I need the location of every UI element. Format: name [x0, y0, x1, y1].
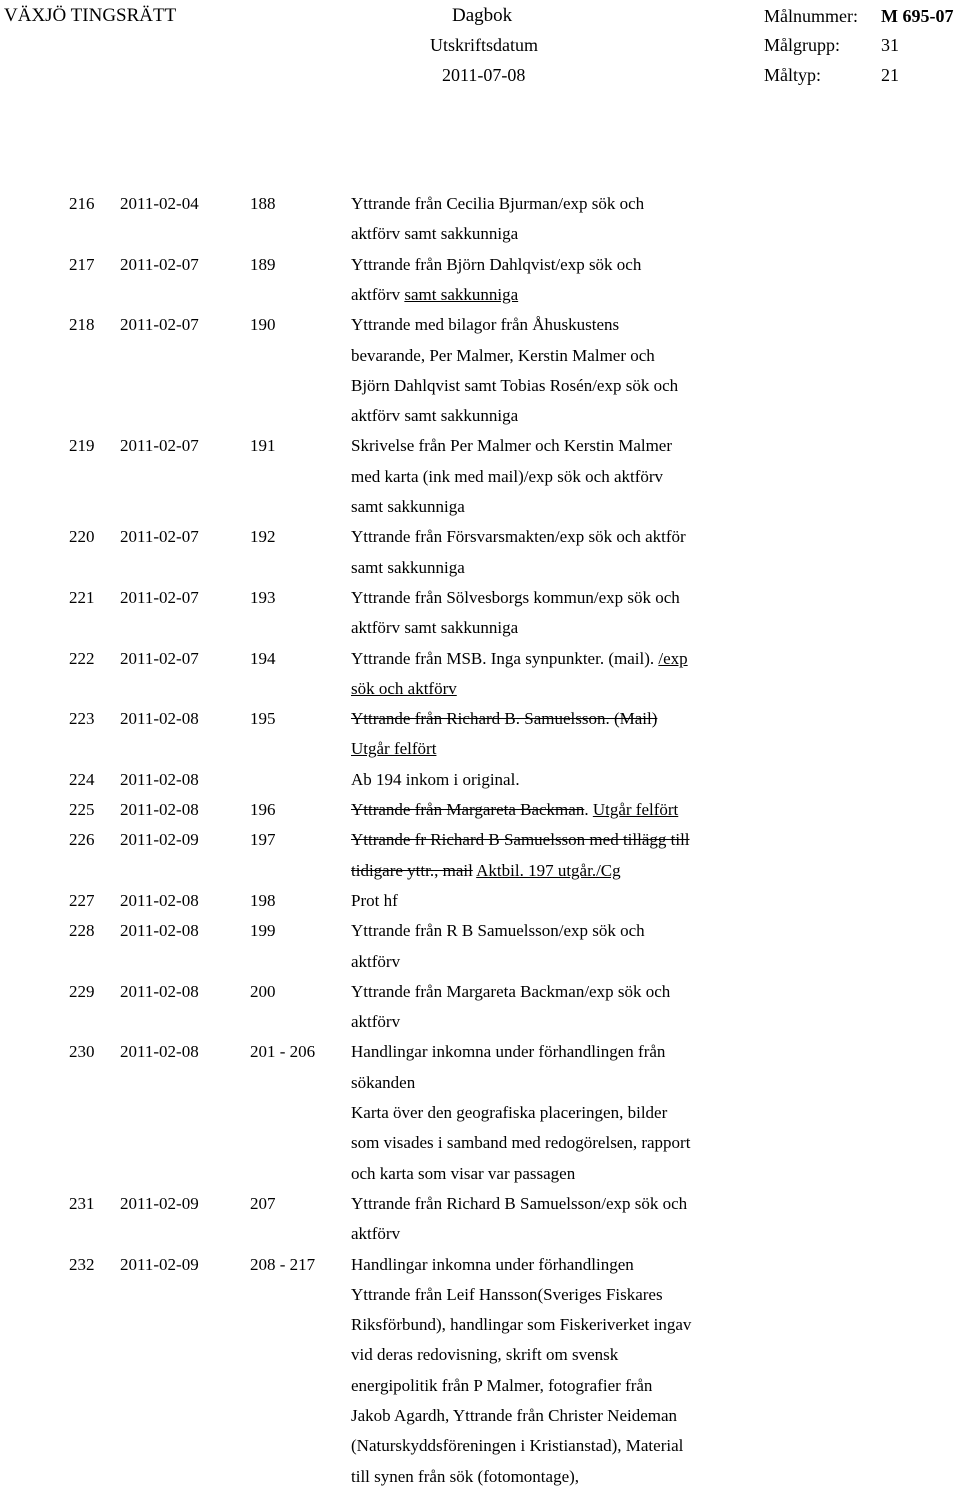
entry-text-line [351, 613, 518, 643]
entry-text-line [351, 1098, 667, 1128]
entry-text-line [351, 1250, 634, 1280]
entry-aktbil: 208 - 217 [250, 1254, 316, 1274]
case-group-label: Målgrupp: [764, 35, 840, 55]
document-title: Dagbok [452, 5, 513, 26]
entry-text-line [351, 1037, 665, 1067]
underlined-text: sök och aktförv [351, 678, 457, 698]
entry-number: 224 [69, 769, 95, 789]
entry-number: 216 [69, 194, 95, 213]
entry-text-line [351, 1159, 575, 1189]
entry-date: 2011-02-07 [120, 436, 199, 456]
underlined-text: samt sakkunniga [404, 284, 519, 304]
entry-text-line [351, 704, 657, 734]
entry-text: Yttrande från R B Samuelsson/exp sök och [351, 921, 645, 941]
entry-text-line [351, 553, 465, 583]
entry-number: 227 [69, 890, 95, 910]
entry-number: 220 [69, 527, 95, 547]
entry-number: 228 [69, 921, 95, 941]
struck-text: Yttrande från Richard B. Samuelsson. (Mail) [351, 709, 658, 729]
entry-date: 2011-02-04 [120, 194, 199, 213]
entry-text: aktförv [351, 284, 405, 304]
entry-text: som visades i samband med redogörelsen, rapport [351, 1133, 691, 1153]
entry-aktbil: 197 [250, 830, 276, 850]
entry-aktbil: 188 [250, 194, 276, 213]
entry-text-line [351, 462, 663, 492]
entry-text-line [351, 492, 465, 522]
entry-text-line [351, 1189, 687, 1219]
entry-text-line [351, 1462, 579, 1492]
entry-text: till synen från sök (fotomontage), [351, 1466, 580, 1486]
entry-number: 232 [69, 1254, 95, 1274]
entry-date: 2011-02-08 [120, 890, 199, 910]
entry-text-line [351, 825, 690, 855]
entry-text-line [351, 250, 641, 280]
entry-date: 2011-02-07 [120, 648, 199, 668]
entry-text-line [351, 795, 678, 825]
entry-text-line [351, 765, 520, 795]
entry-date: 2011-02-08 [120, 709, 199, 729]
entry-text: med karta (ink med mail)/exp sök och aktförv [351, 466, 664, 486]
entry-text-line [351, 310, 619, 340]
entry-date: 2011-02-07 [120, 587, 199, 607]
entry-text: Yttrande med bilagor från Åhuskustens [351, 315, 620, 335]
entry-text-line [351, 856, 621, 886]
entry-text-line [351, 947, 400, 977]
entry-text-line [351, 431, 672, 461]
print-date-label: Utskriftsdatum [430, 35, 538, 55]
entry-text-line [351, 886, 398, 916]
entry-text: bevarande, Per Malmer, Kerstin Malmer och [351, 345, 655, 365]
entry-text: sökanden [351, 1072, 416, 1092]
entry-aktbil: 198 [250, 890, 276, 910]
struck-text: Yttrande fr Richard B Samuelsson med tillägg till [351, 830, 690, 850]
entry-text: Björn Dahlqvist samt Tobias Rosén/exp sök och [351, 375, 679, 395]
entry-number: 218 [69, 315, 95, 335]
entry-text: Yttrande från MSB. Inga synpunkter. (mail). [351, 648, 659, 668]
entry-text-line [351, 674, 457, 704]
entry-aktbil: 195 [250, 709, 276, 729]
entry-text: aktförv [351, 1224, 401, 1244]
entry-text: Riksförbund), handlingar som Fiskeriverket ingav [351, 1315, 692, 1335]
entry-text: Yttrande från Richard B Samuelsson/exp sök och [351, 1193, 688, 1213]
entry-aktbil: 207 [250, 1193, 276, 1213]
entry-number: 231 [69, 1193, 95, 1213]
entry-text-line [351, 1219, 400, 1249]
entry-date: 2011-02-07 [120, 315, 199, 335]
entry-text-line [351, 522, 686, 552]
entry-text: Yttrande från Cecilia Bjurman/exp sök och [351, 194, 645, 213]
entry-number: 222 [69, 648, 95, 668]
entry-text-line [351, 977, 670, 1007]
entry-text: energipolitik från P Malmer, fotografier från [351, 1375, 653, 1395]
entry-number: 217 [69, 254, 95, 274]
entry-text-line [351, 916, 645, 946]
entry-aktbil: 189 [250, 254, 276, 274]
entry-text: Jakob Agardh, Yttrande från Christer Neideman [351, 1406, 678, 1425]
entry-text-line [351, 1371, 652, 1401]
case-number: M 695-07 [881, 6, 954, 26]
underlined-text: /exp [658, 648, 688, 668]
entry-aktbil: 196 [250, 800, 276, 819]
entry-date: 2011-02-09 [120, 1254, 199, 1274]
entry-text-line [351, 371, 678, 401]
entry-text-line [351, 1340, 618, 1370]
entry-text: Yttrande från Leif Hansson(Sveriges Fiskares [351, 1284, 663, 1304]
entry-text-line [351, 1401, 677, 1431]
case-number-label: Målnummer: [764, 6, 858, 26]
entry-date: 2011-02-08 [120, 1042, 199, 1062]
entry-text: Yttrande från Försvarsmakten/exp sök och aktför [351, 527, 686, 547]
entry-text-line [351, 1280, 663, 1310]
entry-text-line [351, 401, 518, 431]
entry-text-line [351, 1128, 690, 1158]
entry-text: Karta över den geografiska placeringen, bilder [351, 1103, 668, 1122]
entry-text: . [584, 800, 593, 819]
entry-text: Ab 194 inkom i original. [351, 769, 520, 789]
entry-text: Prot hf [351, 890, 398, 910]
entry-text: Yttrande från Sölvesborgs kommun/exp sök och [351, 587, 680, 607]
entry-text-line [351, 1310, 691, 1340]
entry-text-line [351, 341, 655, 371]
entry-text-line [351, 1431, 683, 1461]
entry-aktbil: 191 [250, 436, 276, 456]
court-name: VÄXJÖ TINGSRÄTT [4, 5, 177, 26]
entry-text: aktförv samt sakkunniga [351, 406, 519, 426]
entry-aktbil: 194 [250, 648, 276, 668]
entry-number: 229 [69, 981, 95, 1001]
entry-text: vid deras redovisning, skrift om svensk [351, 1345, 619, 1365]
entry-aktbil: 201 - 206 [250, 1042, 316, 1062]
print-date: 2011-07-08 [442, 65, 526, 85]
entry-aktbil: 190 [250, 315, 276, 335]
entry-text-line [351, 644, 688, 674]
entry-text: Yttrande från Margareta Backman/exp sök och [351, 981, 671, 1001]
entry-text-line [351, 219, 518, 249]
underlined-text: Utgår felfört [592, 800, 679, 819]
entry-text: Skrivelse från Per Malmer och Kerstin Malmer [351, 436, 673, 456]
case-type-label: Måltyp: [764, 65, 821, 85]
entry-aktbil: 199 [250, 921, 276, 941]
entry-number: 226 [69, 830, 95, 850]
entry-text: samt sakkunniga [351, 557, 465, 577]
underlined-text: Utgår felfört [351, 739, 437, 759]
entry-text: aktförv samt sakkunniga [351, 224, 519, 244]
entry-date: 2011-02-09 [120, 830, 199, 850]
entry-number: 225 [69, 800, 95, 819]
entry-text: samt sakkunniga [351, 497, 465, 516]
underlined-text: Aktbil. 197 utgår./Cg [476, 860, 621, 880]
entry-text-line [351, 1007, 400, 1037]
entry-text-line [351, 734, 436, 764]
entry-aktbil: 200 [250, 981, 276, 1001]
entry-number: 230 [69, 1042, 95, 1062]
entry-text: aktförv samt sakkunniga [351, 618, 519, 638]
entry-text-line [351, 280, 518, 310]
entry-text-line [351, 189, 644, 219]
entry-text: Handlingar inkomna under förhandlingen från [351, 1042, 666, 1062]
case-type: 21 [881, 65, 899, 85]
entry-text: aktförv [351, 1012, 401, 1032]
entry-text-line [351, 583, 680, 613]
entry-text: (Naturskyddsföreningen i Kristianstad), Material [351, 1436, 684, 1456]
entry-text: Handlingar inkomna under förhandlingen [351, 1254, 634, 1274]
entry-number: 219 [69, 436, 95, 456]
entry-date: 2011-02-07 [120, 527, 199, 547]
entry-date: 2011-02-07 [120, 254, 199, 274]
entry-aktbil: 192 [250, 527, 276, 547]
entry-text: och karta som visar var passagen [351, 1163, 576, 1183]
entry-number: 221 [69, 587, 95, 607]
entry-date: 2011-02-08 [120, 800, 199, 819]
entry-text-line [351, 1068, 415, 1098]
entry-text: aktförv [351, 951, 401, 971]
struck-text: Yttrande från Margareta Backman [351, 800, 585, 819]
entry-text: Yttrande från Björn Dahlqvist/exp sök och [351, 254, 642, 274]
entry-aktbil: 193 [250, 587, 276, 607]
entry-number: 223 [69, 709, 95, 729]
entry-date: 2011-02-08 [120, 769, 199, 789]
entry-date: 2011-02-08 [120, 981, 199, 1001]
entry-date: 2011-02-08 [120, 921, 199, 941]
struck-text: tidigare yttr., mail [351, 860, 473, 880]
case-group: 31 [881, 35, 899, 55]
entry-date: 2011-02-09 [120, 1193, 199, 1213]
